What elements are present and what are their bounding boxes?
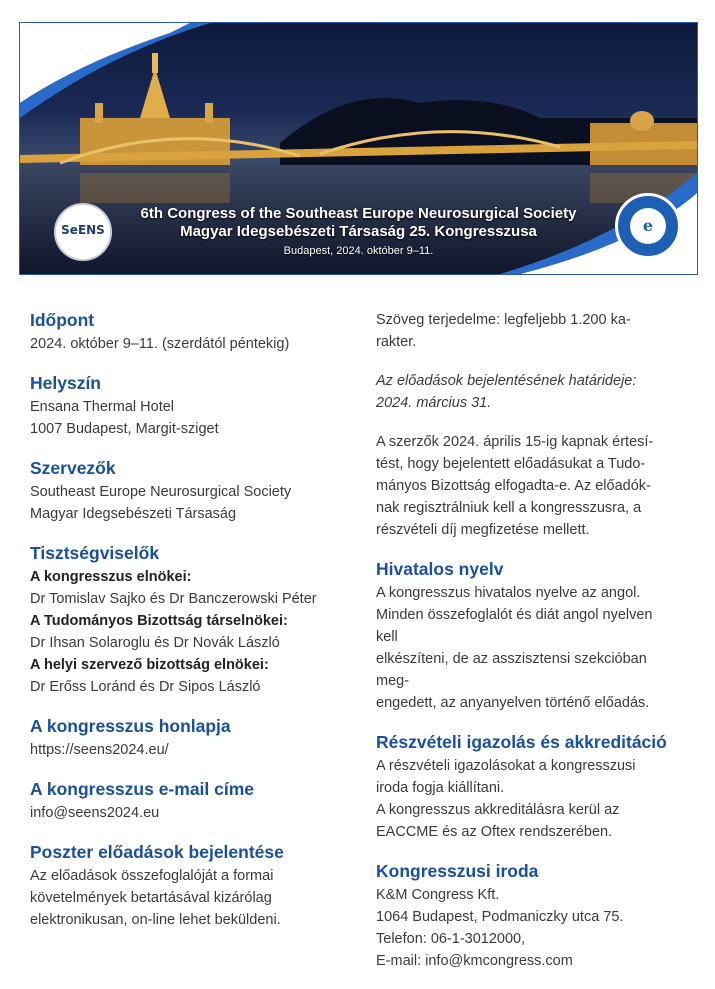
helyi-elnokok-names: Dr Erőss Loránd és Dr Sipos László (30, 679, 261, 695)
heading-tisztsegviselok: Tisztségviselők (30, 543, 160, 563)
section-szervezok (30, 457, 350, 525)
left-column (30, 309, 350, 948)
subheading-tarselnokok: A Tudományos Bizottság társelnökei: (30, 613, 288, 629)
section-poszter (30, 841, 350, 931)
section-terjedelem (376, 309, 676, 353)
right-column (376, 309, 676, 989)
heading-email: A kongresszus e-mail címe (30, 779, 255, 799)
banner-subtitle: Budapest, 2024. október 9–11. (283, 245, 434, 257)
ertesites-line-3: mányos Bizottság elfogadta-e. Az előadók- (376, 478, 651, 494)
section-ertesites (376, 431, 676, 541)
poszter-line-3: elektronikusan, on-line lehet beküldeni. (30, 912, 281, 928)
heading-helyszin: Helyszín (30, 373, 101, 393)
ertesites-line-1: A szerzők 2024. április 15-ig kapnak értesí- (376, 434, 654, 450)
tarselnokok-names: Dr Ihsan Solaroglu és Dr Novák László (30, 635, 280, 651)
igazolas-line-2: iroda fogja kiállítani. (376, 780, 505, 796)
section-hatarido (376, 370, 676, 414)
section-helyszin (30, 372, 350, 440)
nyelv-line-1: A kongresszus hivatalos nyelve az angol. (376, 585, 641, 601)
heading-nyelv: Hivatalos nyelv (376, 559, 504, 579)
igazolas-line-3: A kongresszus akkreditálásra kerül az (376, 802, 620, 818)
igazolas-line-4: EACCME és az Oftex rendszerében. (376, 824, 613, 840)
section-email (30, 778, 350, 824)
terjedelem-line-2: rakter. (376, 334, 417, 350)
subheading-elnokok: A kongresszus elnökei: (30, 569, 192, 585)
mit-logo-text: e (630, 208, 666, 244)
helyszin-address: 1007 Budapest, Margit-sziget (30, 421, 219, 437)
nyelv-line-3: elkészíteni, de az asszisztensi szekcióban meg- (376, 651, 647, 689)
ertesites-line-5: részvételi díj megfizetése mellett. (376, 522, 590, 538)
section-tisztsegviselok (30, 542, 350, 698)
iroda-email[interactable]: E-mail: info@kmcongress.com (376, 953, 573, 969)
heading-iroda: Kongresszusi iroda (376, 861, 539, 881)
igazolas-line-1: A részvételi igazolásokat a kongresszusi (376, 758, 636, 774)
banner-title-line2: Magyar Idegsebészeti Társaság 25. Kongresszusa (180, 223, 537, 240)
seens-logo-text: SeENS (61, 223, 105, 237)
szervezo-2: Magyar Idegsebészeti Társaság (30, 506, 237, 522)
poszter-line-1: Az előadások összefoglalóját a formai (30, 868, 274, 884)
nyelv-line-4: engedett, az anyanyelven történő előadás. (376, 695, 650, 711)
heading-igazolas: Részvételi igazolás és akkreditáció (376, 732, 667, 752)
nyelv-line-2: Minden összefoglalót és diát angol nyelven kell (376, 607, 653, 645)
subheading-helyi-elnokok: A helyi szervező bizottság elnökei: (30, 657, 269, 673)
website-link[interactable]: https://seens2024.eu/ (30, 742, 169, 758)
elnokok-names: Dr Tomislav Sajko és Dr Banczerowski Péter (30, 591, 317, 607)
ertesites-line-2: tést, hogy bejelentett előadásukat a Tudo- (376, 456, 646, 472)
iroda-phone: Telefon: 06-1-3012000, (376, 931, 526, 947)
email-link[interactable]: info@seens2024.eu (30, 805, 160, 821)
szervezo-1: Southeast Europe Neurosurgical Society (30, 484, 292, 500)
section-idopont (30, 309, 350, 355)
hatarido-line-2: 2024. március 31. (376, 395, 492, 411)
idopont-text: 2024. október 9–11. (szerdától péntekig) (30, 336, 290, 352)
hatarido-line-1: Az előadások bejelentésének határideje: (376, 373, 637, 389)
section-igazolas (376, 731, 676, 843)
banner-title-line1: 6th Congress of the Southeast Europe Neurosurgical Society (140, 205, 577, 222)
section-nyelv (376, 558, 676, 714)
heading-szervezok: Szervezők (30, 458, 116, 478)
iroda-company: K&M Congress Kft. (376, 887, 500, 903)
helyszin-venue: Ensana Thermal Hotel (30, 399, 175, 415)
terjedelem-line-1: Szöveg terjedelme: legfeljebb 1.200 ka- (376, 312, 631, 328)
section-iroda (376, 860, 676, 972)
ertesites-line-4: nak regisztrálniuk kell a kongresszusra, a (376, 500, 642, 516)
section-honlap (30, 715, 350, 761)
poszter-line-2: követelmények betartásával kizárólag (30, 890, 272, 906)
heading-idopont: Időpont (30, 310, 95, 330)
iroda-address: 1064 Budapest, Podmaniczky utca 75. (376, 909, 624, 925)
heading-honlap: A kongresszus honlapja (30, 716, 231, 736)
header-banner (19, 22, 698, 275)
heading-poszter: Poszter előadások bejelentése (30, 842, 284, 862)
